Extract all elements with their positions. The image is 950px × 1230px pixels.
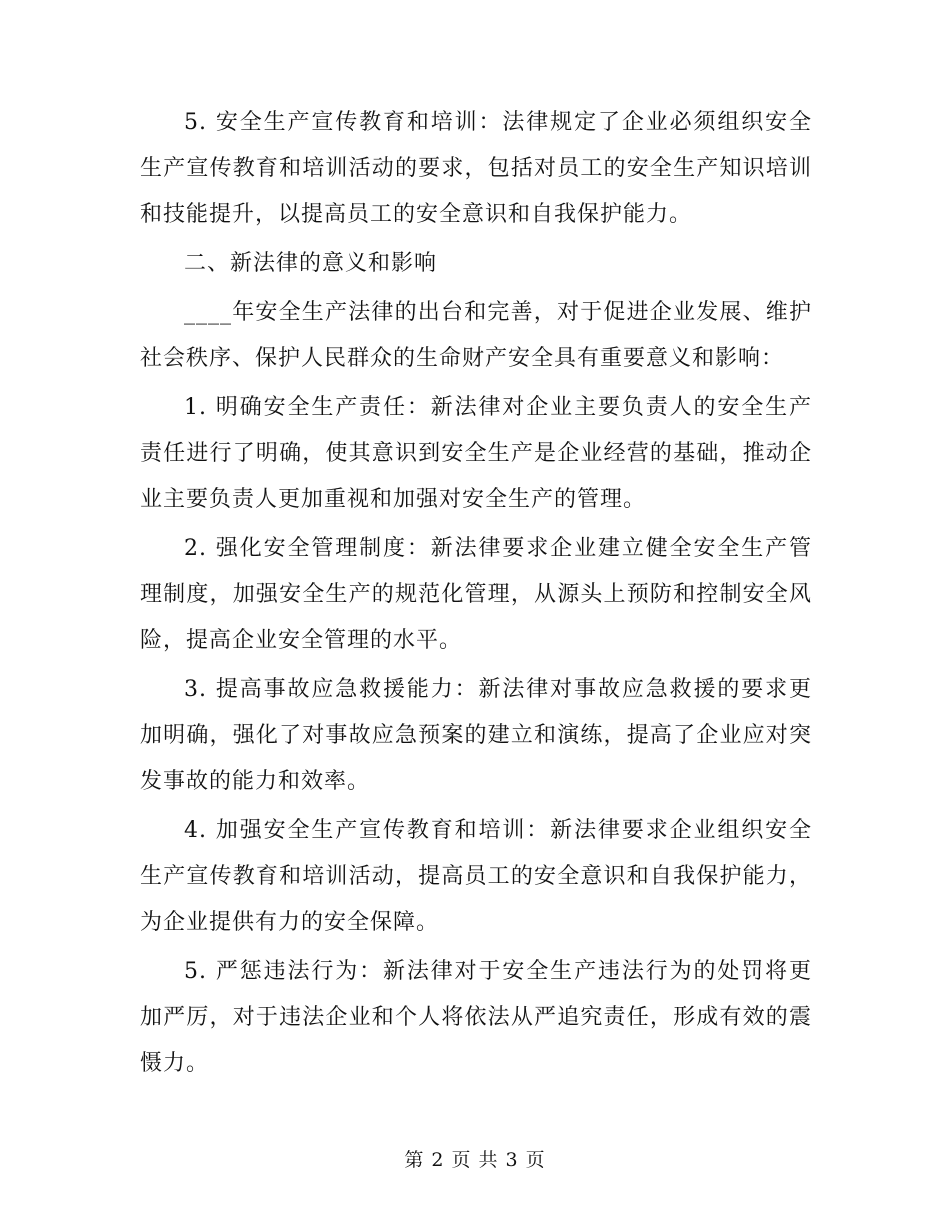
paragraph-item-5: 5. 严惩违法行为：新法律对于安全生产违法行为的处罚将更加严厉，对于违法企业和个人将依法从严追究责任，形成有效的震慑力。	[140, 959, 812, 1076]
paragraph-item-2: 2. 强化安全管理制度：新法律要求企业建立健全安全生产管理制度，加强安全生产的规范化管理，从源头上预防和控制安全风险，提高企业安全管理的水平。	[140, 536, 812, 653]
paragraph-intro: ____年安全生产法律的出台和完善，对于促进企业发展、维护社会秩序、保护人民群众的生命财产安全具有重要意义和影响：	[140, 300, 812, 371]
paragraph-item-3: 3. 提高事故应急救援能力：新法律对事故应急救援的要求更加明确，强化了对事故应急预案的建立和演练，提高了企业应对突发事故的能力和效率。	[140, 677, 812, 794]
paragraph-item-1: 1. 明确安全生产责任：新法律对企业主要负责人的安全生产责任进行了明确，使其意识到安全生产是企业经营的基础，推动企业主要负责人更加重视和加强对安全生产的管理。	[140, 395, 812, 512]
document-body	[140, 100, 812, 1090]
paragraph-training: 5. 安全生产宣传教育和培训：法律规定了企业必须组织安全生产宣传教育和培训活动的要求，包括对员工的安全生产知识培训和技能提升，以提高员工的安全意识和自我保护能力。	[140, 110, 812, 227]
paragraph-item-4: 4. 加强安全生产宣传教育和培训：新法律要求企业组织安全生产宣传教育和培训活动，提高员工的安全意识和自我保护能力，为企业提供有力的安全保障。	[140, 818, 812, 935]
section-heading: 二、新法律的意义和影响	[184, 251, 438, 276]
page-number-footer: 第 2 页 共 3 页	[404, 1149, 546, 1171]
